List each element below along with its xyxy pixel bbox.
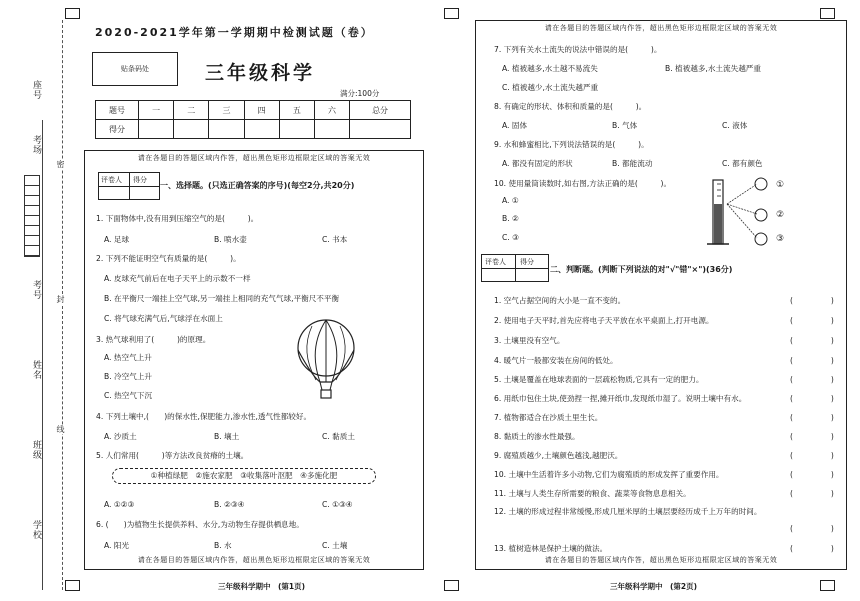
option-b[interactable]: B. 喷水壶 (214, 235, 247, 244)
option-c[interactable]: C. ①③④ (322, 500, 353, 509)
option-a[interactable]: A. ①②③ (104, 500, 135, 509)
judgment-item: 11. 土壤与人类生存所需要的粮食、蔬菜等食物息息相关。 (494, 489, 691, 498)
judgment-item: 5. 土壤是覆盖在地球表面的一层疏松物质,它具有一定的肥力。 (494, 375, 704, 384)
answer-paren[interactable]: ( ) (790, 470, 834, 479)
barcode-box: 贴条码处 (92, 52, 178, 86)
judgment-item: 4. 暖气片一般都安装在房间的低处。 (494, 356, 618, 365)
score-table-header: 五 (279, 101, 314, 120)
option-a[interactable]: A. 都没有固定的形状 (502, 159, 573, 168)
score-cell[interactable] (350, 120, 411, 139)
option-a[interactable]: A. 足球 (104, 235, 130, 244)
option-c[interactable]: C. 液体 (722, 121, 748, 130)
answer-note: 请在各题目的答题区域内作答，超出黑色矩形边框限定区域的答案无效 (544, 556, 778, 564)
score-label: 得分 (133, 176, 147, 184)
side-label-school: 学校 (31, 520, 41, 540)
option-a[interactable]: A. 固体 (502, 121, 528, 130)
option-b[interactable]: B. 都能流动 (612, 159, 653, 168)
score-table-header: 总分 (350, 101, 411, 120)
score-table-row-label: 题号 (96, 101, 139, 120)
score-cell[interactable] (314, 120, 349, 139)
measuring-cylinder-icon (705, 174, 773, 248)
registration-mark (820, 8, 835, 19)
answer-paren[interactable]: ( ) (790, 544, 834, 553)
hint-box: ①种植绿肥 ②施农家肥 ③收集落叶沤肥 ④多施化肥 (112, 468, 376, 484)
judgment-item: 6. 用纸巾包住土块,使劲捏一捏,摊开纸巾,发现纸巾湿了。说明土壤中有水。 (494, 394, 747, 403)
question-stem: 4. 下列土壤中,( )的保水性,保肥能力,渗水性,透气性都较好。 (96, 412, 312, 421)
scorer-label: 评卷人 (485, 258, 506, 266)
side-label-name: 姓名 (31, 360, 41, 380)
option-c[interactable]: C. 书本 (322, 235, 348, 244)
answer-paren[interactable]: ( ) (790, 432, 834, 441)
seal-char-mi: 密 (56, 160, 65, 169)
answer-paren[interactable]: ( ) (790, 316, 834, 325)
scorer-label: 评卷人 (101, 176, 122, 184)
question-stem: 7. 下列有关水土流失的说法中错误的是( )。 (494, 45, 662, 54)
answer-paren[interactable]: ( ) (790, 524, 834, 533)
option-b[interactable]: B. ②③④ (214, 500, 245, 509)
registration-mark (444, 580, 459, 591)
full-score: 满分:100分 (340, 89, 380, 98)
question-stem: 8. 有确定的形状、体积和质量的是( )。 (494, 102, 647, 111)
score-table (95, 100, 411, 139)
option-c[interactable]: C. 植被越少,水土流失越严重 (502, 83, 599, 92)
option-b[interactable]: B. 水 (214, 541, 232, 550)
option-c[interactable]: C. 黏质土 (322, 432, 355, 441)
side-label-room: 考场 (31, 135, 41, 155)
option-a[interactable]: A. 阳光 (104, 541, 130, 550)
answer-paren[interactable]: ( ) (790, 394, 834, 403)
option-a[interactable]: A. ① (502, 196, 519, 205)
judgment-item: 2. 使用电子天平时,首先应将电子天平放在水平桌面上,打开电源。 (494, 316, 714, 325)
exam-title: 2020-2021学年第一学期期中检测试题（卷） (95, 26, 374, 39)
option-c[interactable]: C. 将气球充满气后,气球浮在水面上 (104, 314, 223, 323)
number-grid (24, 175, 40, 257)
score-cell[interactable] (139, 120, 174, 139)
question-stem: 1. 下面物体中,没有用到压缩空气的是( )。 (96, 214, 259, 223)
answer-note: 请在各题目的答题区域内作答，超出黑色矩形边框限定区域的答案无效 (137, 154, 371, 162)
answer-paren[interactable]: ( ) (790, 451, 834, 460)
side-label-class: 班级 (31, 440, 41, 460)
answer-paren[interactable]: ( ) (790, 296, 834, 305)
answer-paren[interactable]: ( ) (790, 356, 834, 365)
score-label: 得分 (520, 258, 534, 266)
score-table-header: 一 (139, 101, 174, 120)
scorer-box (98, 172, 160, 200)
registration-mark (820, 580, 835, 591)
score-table-row-label: 得分 (96, 120, 139, 139)
option-a[interactable]: A. 植被越多,水土越不易流失 (502, 64, 598, 73)
page-footer: 三年级科学期中 (第1页) (218, 582, 306, 591)
option-c[interactable]: C. 热空气下沉 (104, 391, 153, 400)
registration-mark (65, 8, 80, 19)
option-a[interactable]: A. 皮球充气前后在电子天平上的示数不一样 (104, 274, 251, 283)
option-b[interactable]: B. 冷空气上升 (104, 372, 153, 381)
seal-line (62, 20, 63, 590)
side-label-seat: 座号 (31, 80, 41, 100)
question-stem: 2. 下列不能证明空气有质量的是( )。 (96, 254, 241, 263)
option-c[interactable]: C. 都有颜色 (722, 159, 763, 168)
score-table-header: 三 (209, 101, 244, 120)
scorer-box (481, 254, 549, 282)
fill-line (42, 120, 43, 590)
answer-paren[interactable]: ( ) (790, 375, 834, 384)
score-cell[interactable] (279, 120, 314, 139)
figure-mark: ③ (776, 234, 785, 244)
option-b[interactable]: B. ② (502, 214, 519, 223)
score-table-header: 六 (314, 101, 349, 120)
judgment-item: 3. 土壤里没有空气。 (494, 336, 565, 345)
answer-paren[interactable]: ( ) (790, 336, 834, 345)
option-b[interactable]: B. 壤土 (214, 432, 240, 441)
option-b[interactable]: B. 气体 (612, 121, 638, 130)
seal-char-xian: 线 (56, 425, 65, 434)
option-b[interactable]: B. 植被越多,水土流失越严重 (665, 64, 761, 73)
option-c[interactable]: C. ③ (502, 233, 519, 242)
subject-title: 三年级科学 (205, 62, 316, 84)
registration-mark (444, 8, 459, 19)
answer-paren[interactable]: ( ) (790, 413, 834, 422)
option-a[interactable]: A. 热空气上升 (104, 353, 152, 362)
score-table-header: 二 (174, 101, 209, 120)
seal-char-feng: 封 (56, 295, 65, 304)
option-c[interactable]: C. 土壤 (322, 541, 348, 550)
page-footer: 三年级科学期中 (第2页) (610, 582, 698, 591)
judgment-item: 9. 腐殖质越少,土壤颜色越浅,越肥沃。 (494, 451, 623, 460)
answer-note: 请在各题目的答题区域内作答，超出黑色矩形边框限定区域的答案无效 (544, 24, 778, 32)
judgment-item: 8. 黏质土的渗水性最强。 (494, 432, 580, 441)
judgment-item: 10. 土壤中生活着许多小动物,它们为腐殖质的形成发挥了重要作用。 (494, 470, 724, 479)
hot-air-balloon-icon (292, 318, 360, 404)
option-a[interactable]: A. 沙质土 (104, 432, 137, 441)
answer-note: 请在各题目的答题区域内作答，超出黑色矩形边框限定区域的答案无效 (137, 556, 371, 564)
figure-mark: ② (776, 210, 785, 220)
answer-paren[interactable]: ( ) (790, 489, 834, 498)
score-table-header: 四 (244, 101, 279, 120)
score-cell[interactable] (209, 120, 244, 139)
score-cell[interactable] (174, 120, 209, 139)
section2-title: 二、判断题。(判断下列说法的对"√"错"×")(36分) (550, 265, 733, 274)
question-stem: 10. 使用量筒读数时,如右图,方法正确的是( )。 (494, 179, 672, 188)
question-stem: 5. 人们常用( )等方法改良贫瘠的土壤。 (96, 451, 249, 460)
option-b[interactable]: B. 在平衡尺一端挂上空气球,另一端挂上相同的充气气球,平衡尺不平衡 (104, 294, 340, 303)
score-cell[interactable] (244, 120, 279, 139)
question-stem: 6. ( )为植物生长提供养料、水分,为动物生存提供栖息地。 (96, 520, 304, 529)
section1-title: 一、选择题。(只选正确答案的序号)(每空2分,共20分) (160, 181, 355, 190)
figure-mark: ① (776, 180, 785, 190)
judgment-item: 12. 土壤的形成过程非常缓慢,形成几厘米厚的土壤层要经历成千上万年的时间。 (494, 507, 762, 516)
side-label-number: 考号 (31, 280, 41, 300)
question-stem: 9. 水和蜂蜜相比,下列说法错误的是( )。 (494, 140, 649, 149)
judgment-item: 13. 植树造林是保护土壤的做法。 (494, 544, 608, 553)
question-stem: 3. 热气球利用了( )的原理。 (96, 335, 211, 344)
registration-mark (65, 580, 80, 591)
judgment-item: 7. 植物都适合在沙质土里生长。 (494, 413, 603, 422)
judgment-item: 1. 空气占据空间的大小是一直不变的。 (494, 296, 626, 305)
